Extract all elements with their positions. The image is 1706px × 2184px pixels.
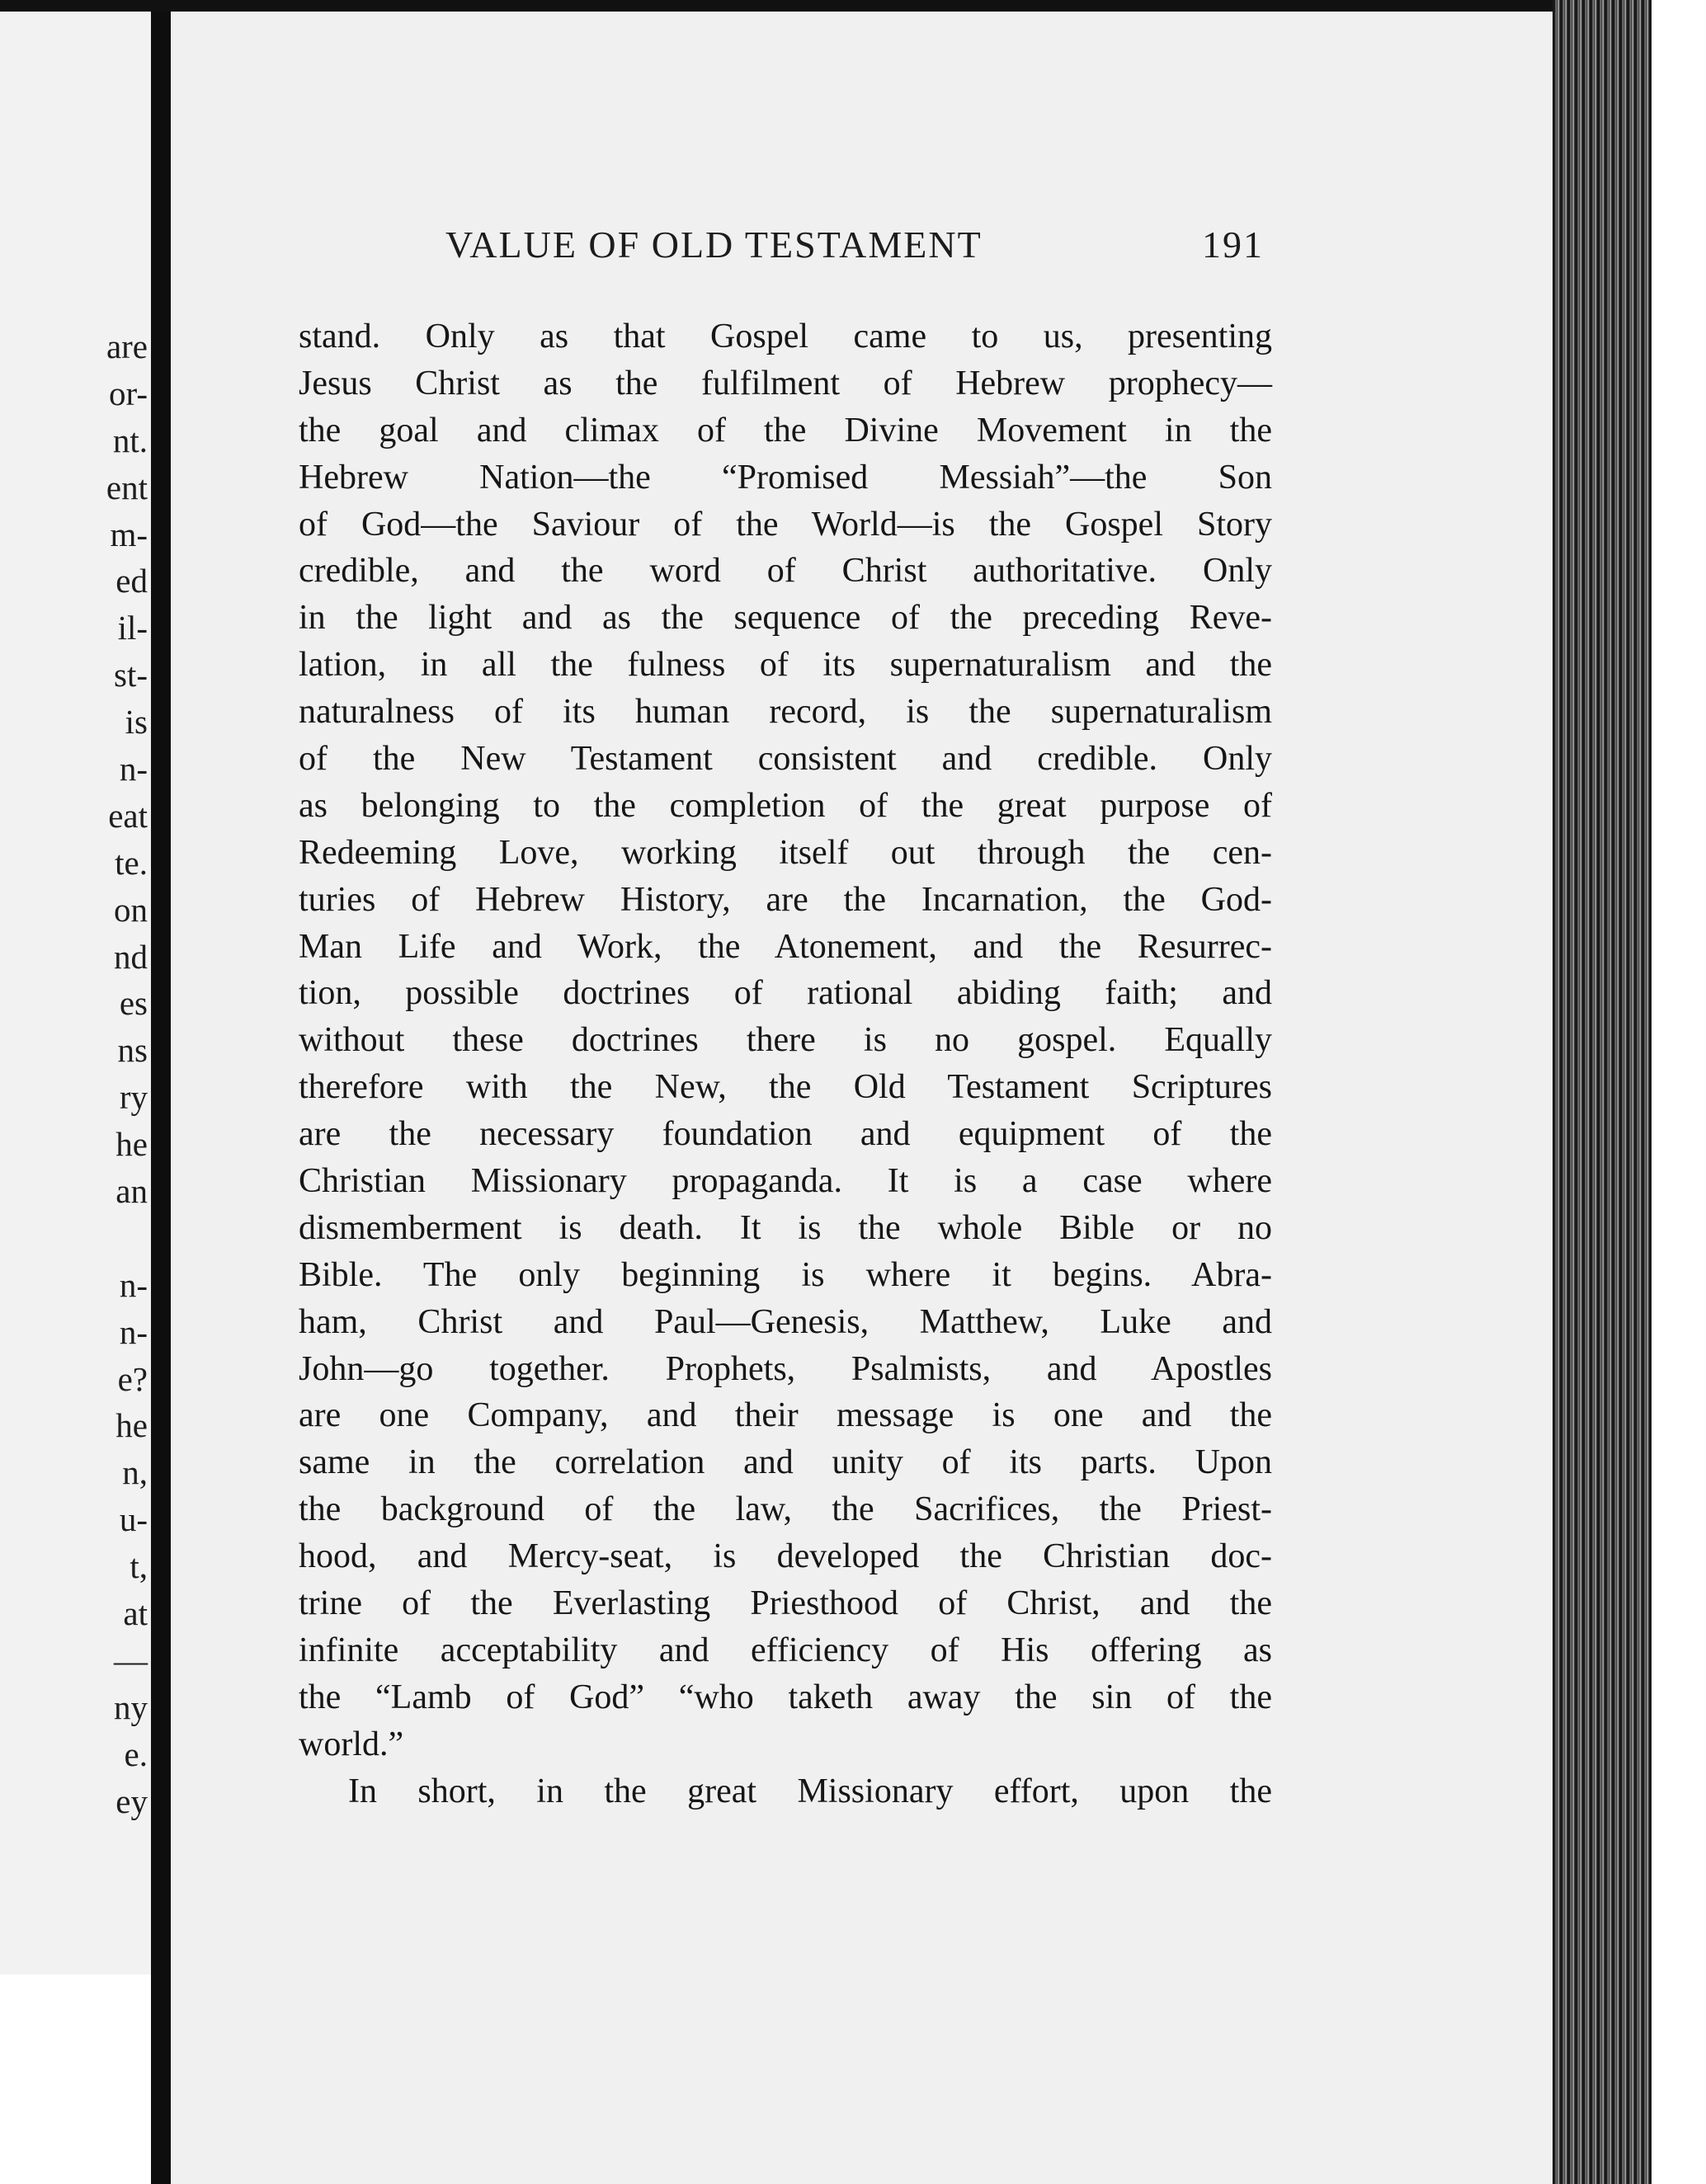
body-line: as belonging to the completion of the great purpose of — [299, 786, 1272, 825]
body-line: in the light and as the sequence of the preceding Reve- — [299, 599, 1272, 638]
body-line: In short, in the great Missionary effort, upon the — [348, 1772, 1272, 1810]
body-line: Christian Missionary propaganda. It is a case where — [299, 1162, 1272, 1201]
body-line: hood, and Mercy-seat, is developed the Christian doc- — [299, 1537, 1272, 1576]
left-page-fragment: m- — [110, 515, 148, 553]
left-page-fragment: n- — [119, 1265, 148, 1304]
body-line: Jesus Christ as the fulfilment of Hebrew prophecy— — [299, 364, 1272, 402]
left-page-fragment: il- — [117, 609, 148, 647]
left-page-fragment: an — [115, 1172, 148, 1211]
left-page-fragment: ry — [119, 1078, 148, 1117]
body-line: same in the correlation and unity of its parts. Upon — [299, 1443, 1272, 1482]
left-page — [0, 12, 151, 1975]
body-line: the “Lamb of God” “who taketh away the sin of the — [299, 1678, 1272, 1716]
body-line: the background of the law, the Sacrifices, the Priest- — [299, 1490, 1272, 1529]
scan-top-border — [0, 0, 1706, 12]
left-page-fragment: e. — [124, 1734, 148, 1773]
left-page-fragment: ey — [115, 1782, 148, 1820]
body-line: turies of Hebrew History, are the Incarnation, the God- — [299, 880, 1272, 919]
body-line: trine of the Everlasting Priesthood of Christ, and the — [299, 1584, 1272, 1623]
left-page-fragment: e? — [117, 1359, 148, 1398]
left-page-fragment: n- — [119, 750, 148, 788]
scan-bottom-margin — [0, 1975, 151, 2184]
body-line: Redeeming Love, working itself out through the cen- — [299, 833, 1272, 872]
left-page-fragment: are — [106, 327, 148, 365]
left-page-text-fragments — [106, 12, 148, 1825]
left-page-fragment: ent — [106, 468, 148, 506]
left-page-fragment: or- — [109, 374, 148, 412]
scan-right-margin — [1652, 0, 1706, 2184]
left-page-fragment: te. — [115, 843, 148, 882]
body-line: of God—the Saviour of the World—is the Gospel Story — [299, 505, 1272, 544]
left-page-fragment: t, — [130, 1547, 148, 1586]
body-line: are one Company, and their message is one and the — [299, 1396, 1272, 1435]
body-line: dismemberment is death. It is the whole Bible or no — [299, 1208, 1272, 1247]
body-line: naturalness of its human record, is the supernaturalism — [299, 693, 1272, 732]
body-line: without these doctrines there is no gospel. Equally — [299, 1021, 1272, 1060]
running-head — [445, 223, 1264, 272]
running-head-title: VALUE OF OLD TESTAMENT — [445, 224, 983, 266]
left-page-fragment: — — [114, 1640, 148, 1679]
left-page-fragment: st- — [114, 656, 148, 694]
left-page-fragment: eat — [108, 796, 148, 835]
left-page-fragment: u- — [119, 1500, 148, 1539]
book-spine-gutter — [151, 12, 171, 2184]
body-line: of the New Testament consistent and credible. Only — [299, 740, 1272, 779]
left-page-fragment: es — [119, 984, 148, 1023]
body-line: Bible. The only beginning is where it begins. Abra- — [299, 1255, 1272, 1294]
body-text — [299, 313, 1272, 1815]
body-line: ham, Christ and Paul—Genesis, Matthew, Luke and — [299, 1302, 1272, 1341]
body-line: credible, and the word of Christ authoritative. Only — [299, 552, 1272, 591]
left-page-fragment: is — [125, 703, 148, 741]
left-page-fragment: he — [115, 1406, 148, 1445]
left-page-fragment: at — [123, 1594, 148, 1633]
left-page-fragment: ns — [117, 1031, 148, 1070]
body-line: the goal and climax of the Divine Movement in the — [299, 411, 1272, 450]
page-number: 191 — [1202, 224, 1264, 266]
body-line: Man Life and Work, the Atonement, and the Resurrec- — [299, 927, 1272, 966]
left-page-fragment: on — [114, 890, 148, 929]
body-line: lation, in all the fulness of its supernaturalism and the — [299, 646, 1272, 685]
left-page-fragment: nt. — [112, 421, 148, 459]
body-line: John—go together. Prophets, Psalmists, and Apostles — [299, 1349, 1272, 1388]
body-line: are the necessary foundation and equipment of the — [299, 1115, 1272, 1154]
body-line: tion, possible doctrines of rational abiding faith; and — [299, 974, 1272, 1013]
left-page-fragment: ed — [115, 562, 148, 600]
body-line: infinite acceptability and efficiency of His offering as — [299, 1631, 1272, 1669]
left-page-fragment: nd — [114, 937, 148, 976]
body-line: Hebrew Nation—the “Promised Messiah”—the Son — [299, 458, 1272, 497]
left-page-fragment: n- — [119, 1312, 148, 1351]
body-line: therefore with the New, the Old Testament Scriptures — [299, 1068, 1272, 1107]
left-page-fragment: ny — [114, 1687, 148, 1726]
left-page-fragment: he — [115, 1125, 148, 1164]
body-line: stand. Only as that Gospel came to us, presenting — [299, 318, 1272, 355]
body-line: world.” — [299, 1725, 404, 1763]
page-edge-stack — [1553, 0, 1652, 2184]
left-page-fragment: n, — [122, 1453, 148, 1492]
left-page-fragment — [106, 1215, 148, 1262]
